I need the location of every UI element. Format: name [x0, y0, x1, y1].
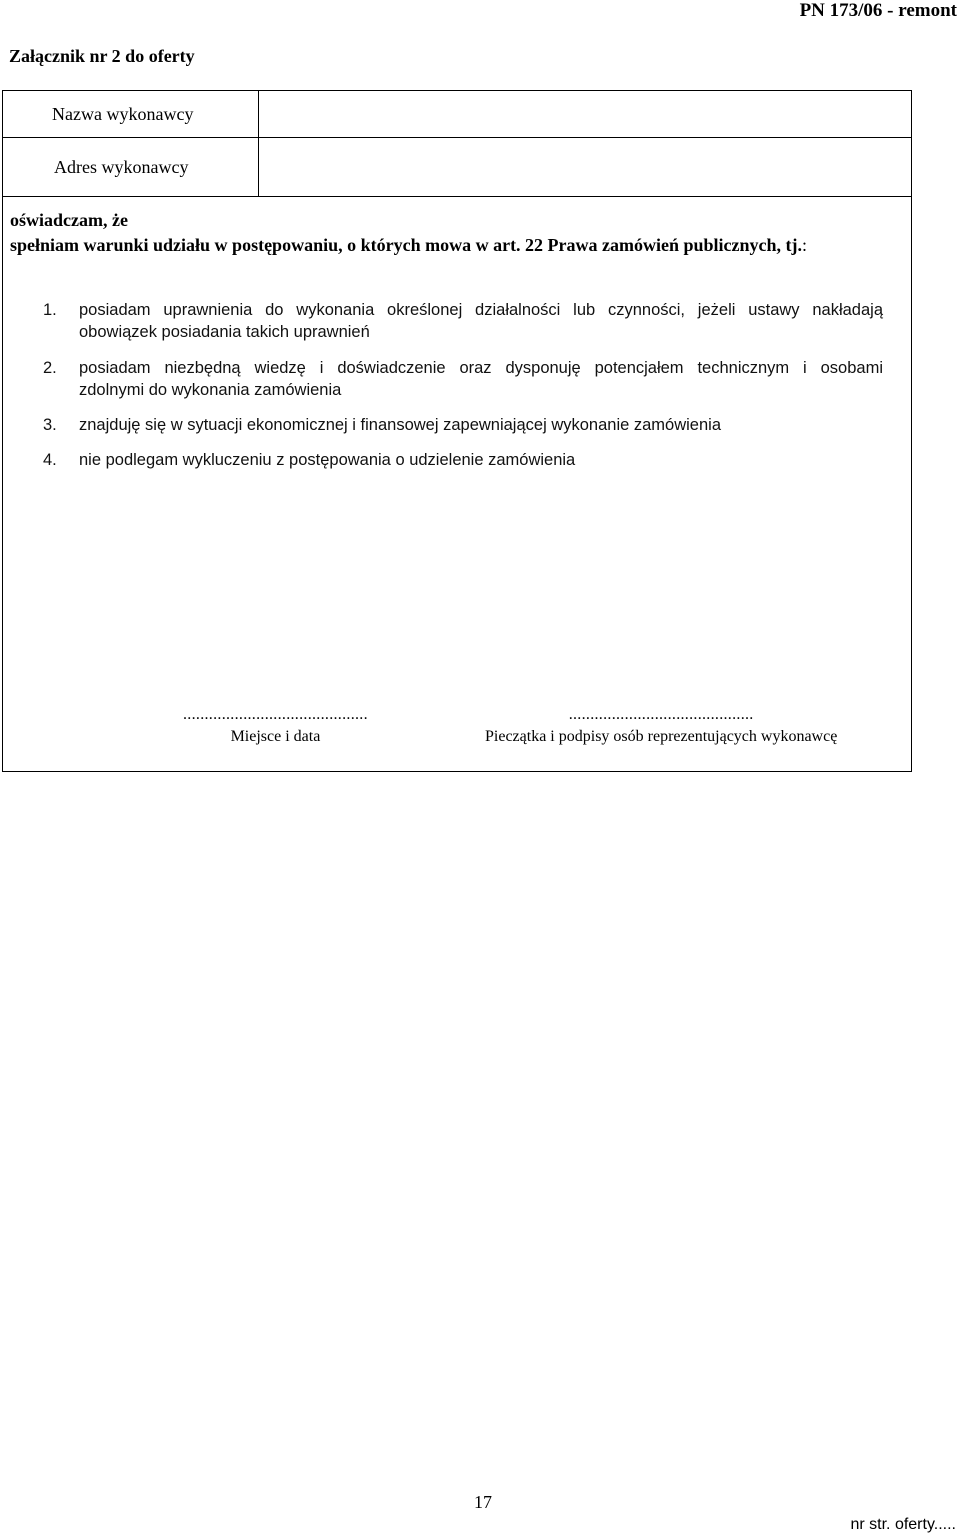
stamp-signature	[485, 705, 837, 749]
contractor-address-label-cell	[3, 138, 259, 197]
list-item-line: posiadam niezbędną wiedzę i doświadczenie oraz dysponuję potencjałem technicznym i osobami	[79, 359, 883, 377]
declaration-line-1: oświadczam, że	[10, 210, 128, 230]
stamp-caption: Pieczątka i podpisy osób reprezentujących wykonawcę	[485, 728, 838, 745]
place-date-signature	[183, 705, 368, 749]
stamp-dots[interactable]: ...........................................	[568, 706, 754, 723]
list-item-text	[79, 414, 883, 436]
list-item-line: nie podlegam wykluczeniu z postępowania o udzielenie zamówienia	[79, 451, 576, 469]
contractor-table	[3, 91, 911, 197]
contractor-name-row	[3, 91, 911, 138]
list-item-number: 1.	[43, 301, 57, 319]
place-date-caption: Miejsce i data	[230, 728, 321, 745]
declaration-line-2-text: spełniam warunki udziału w postępowaniu, o których mowa w art. 22 Prawa zamówień publicznych, tj.	[10, 235, 803, 255]
contractor-name-label-cell	[3, 91, 259, 138]
list-item-text	[79, 449, 883, 471]
document-code: PN 173/06 - remont	[799, 0, 957, 21]
contractor-name-label: Nazwa wykonawcy	[52, 103, 194, 124]
declaration-statement	[10, 208, 807, 258]
contractor-name-field[interactable]	[259, 91, 912, 138]
list-item-number: 4.	[43, 451, 57, 469]
list-item-line: posiadam uprawnienia do wykonania określonej działalności lub czynności, jeżeli ustawy nakładają	[79, 301, 883, 319]
list-item-number: 2.	[43, 359, 57, 377]
contractor-address-field[interactable]	[259, 138, 912, 197]
list-item-text	[79, 357, 883, 401]
contractor-address-label: Adres wykonawcy	[54, 156, 189, 177]
list-item-line: obowiązek posiadania takich uprawnień	[79, 323, 370, 341]
declaration-line-2-colon: :	[802, 235, 808, 255]
list-item-text	[79, 299, 883, 343]
list-item-line: zdolnymi do wykonania zamówienia	[79, 381, 342, 399]
offer-page-number: nr str. oferty.....	[850, 1516, 956, 1533]
contractor-address-row	[3, 138, 911, 197]
declaration-form	[2, 90, 912, 772]
annex-title: Załącznik nr 2 do oferty	[9, 46, 195, 66]
place-date-dots[interactable]: ...........................................	[183, 706, 368, 723]
page-number: 17	[474, 1492, 492, 1512]
list-item-line: znajduję się w sytuacji ekonomicznej i finansowej zapewniającej wykonanie zamówienia	[79, 416, 722, 434]
list-item-number: 3.	[43, 416, 57, 434]
declaration-line-2	[10, 233, 807, 258]
